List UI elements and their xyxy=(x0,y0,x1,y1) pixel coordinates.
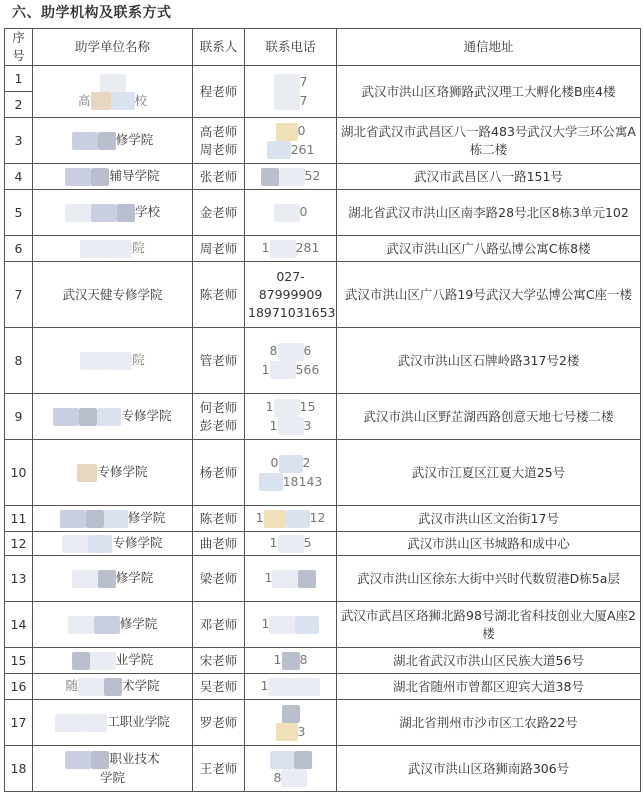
table-row xyxy=(5,262,641,328)
cell-num: 2 xyxy=(5,92,33,118)
cell-num: 7 xyxy=(5,262,33,328)
cell-address: 武汉市江夏区江夏大道25号 xyxy=(337,440,641,506)
redaction-block xyxy=(106,352,132,370)
phone-fragment: 3 xyxy=(297,723,306,739)
cell-address: 湖北省武汉市洪山区南李路28号北区8栋3单元102 xyxy=(337,190,641,236)
redaction-block xyxy=(98,132,116,150)
redaction-block xyxy=(98,570,116,588)
cell-unit xyxy=(33,190,193,236)
table-row xyxy=(5,532,641,556)
redaction-block xyxy=(72,570,98,588)
cell-contact: 曲老师 xyxy=(193,532,245,556)
cell-contact: 陈老师 xyxy=(193,506,245,532)
cell-unit xyxy=(33,506,193,532)
cell-address: 武汉市洪山区珞狮路武汉理工大孵化楼B座4楼 xyxy=(337,66,641,118)
cell-num: 16 xyxy=(5,674,33,700)
redaction-block xyxy=(278,417,304,435)
cell-contact: 吴老师 xyxy=(193,674,245,700)
redaction-block xyxy=(264,510,286,528)
redaction-block xyxy=(90,652,116,670)
cell-num: 8 xyxy=(5,328,33,394)
cell-contact xyxy=(193,394,245,440)
table-row xyxy=(5,236,641,262)
cell-phone xyxy=(245,746,337,792)
redaction-block xyxy=(270,751,294,769)
cell-unit xyxy=(33,236,193,262)
cell-unit xyxy=(33,164,193,190)
phone-fragment: 2 xyxy=(302,455,311,470)
unit-fragment: 院 xyxy=(132,240,145,256)
phone-fragment: 1 xyxy=(265,399,274,414)
cell-unit xyxy=(33,556,193,602)
redaction-block xyxy=(77,464,97,482)
cell-contact: 邓老师 xyxy=(193,602,245,648)
phone-fragment: 1 xyxy=(261,240,270,256)
phone-fragment: 1 xyxy=(264,570,273,586)
cell-num: 17 xyxy=(5,700,33,746)
cell-phone xyxy=(245,66,337,118)
cell-unit xyxy=(33,746,193,792)
unit-fragment: 专修学院 xyxy=(97,464,148,480)
unit-fragment: 修学院 xyxy=(127,510,166,526)
contact-a: 高老师 xyxy=(199,123,238,139)
table-header-row xyxy=(5,29,641,66)
cell-phone xyxy=(245,648,337,674)
cell-unit xyxy=(33,532,193,556)
cell-num: 3 xyxy=(5,118,33,164)
contact-b: 周老师 xyxy=(199,141,238,157)
redaction-block xyxy=(80,240,106,258)
cell-unit xyxy=(33,118,193,164)
unit-fragment: 工职业学院 xyxy=(107,714,170,730)
redaction-block xyxy=(281,769,307,787)
cell-contact: 金老师 xyxy=(193,190,245,236)
redaction-block xyxy=(65,751,91,769)
phone-fragment: 1 xyxy=(273,652,282,668)
cell-address: 武汉市洪山区文治街17号 xyxy=(337,506,641,532)
redaction-block xyxy=(91,168,109,186)
redaction-block xyxy=(97,408,121,426)
unit-fragment: 学院 xyxy=(99,769,125,785)
redaction-block xyxy=(274,399,300,417)
cell-num: 10 xyxy=(5,440,33,506)
table-row xyxy=(5,602,641,648)
cell-phone xyxy=(245,700,337,746)
cell-address: 湖北省武汉市武昌区八一路483号武汉大学三环公寓A栋二楼 xyxy=(337,118,641,164)
phone-fragment: 1 xyxy=(269,535,278,551)
redaction-block xyxy=(298,570,316,588)
cell-unit xyxy=(33,66,193,118)
redaction-block xyxy=(286,510,310,528)
redaction-block xyxy=(278,535,304,553)
redaction-block xyxy=(78,678,104,696)
unit-fragment: 高 xyxy=(77,92,91,108)
phone-fragment: 1 xyxy=(261,361,270,377)
phone-fragment: 7 xyxy=(299,74,308,89)
table-row xyxy=(5,394,641,440)
redaction-block xyxy=(270,361,296,379)
phone-line: 87999909 xyxy=(258,286,323,302)
cell-unit xyxy=(33,440,193,506)
redaction-block xyxy=(88,535,112,553)
phone-line: 18971031653 xyxy=(248,304,336,320)
redaction-block xyxy=(294,678,320,696)
cell-address: 湖北省随州市曾都区迎宾大道38号 xyxy=(337,674,641,700)
phone-fragment: 0 xyxy=(270,455,279,470)
unit-fragment: 校 xyxy=(134,92,148,108)
redaction-block xyxy=(111,92,135,110)
redaction-block xyxy=(79,408,97,426)
phone-fragment: 18143 xyxy=(282,473,323,489)
cell-contact: 程老师 xyxy=(193,66,245,118)
redaction-block xyxy=(60,510,86,528)
header-phone: 联系电话 xyxy=(245,29,337,66)
table-row xyxy=(5,556,641,602)
redaction-block xyxy=(270,240,296,258)
unit-fragment: 术学院 xyxy=(122,678,160,694)
cell-address: 湖北省武汉市洪山区民族大道56号 xyxy=(337,648,641,674)
redaction-block xyxy=(68,616,94,634)
cell-address: 武汉市洪山区徐东大街中兴时代数贸港D栋5a层 xyxy=(337,556,641,602)
table-row xyxy=(5,674,641,700)
cell-address: 武汉市洪山区广八路19号武汉大学弘博公寓C座一楼 xyxy=(337,262,641,328)
redaction-block xyxy=(267,141,291,159)
cell-num: 6 xyxy=(5,236,33,262)
phone-fragment: 1 xyxy=(260,678,269,694)
table-row xyxy=(5,648,641,674)
phone-fragment: 8 xyxy=(273,769,282,785)
redaction-block xyxy=(294,751,312,769)
redaction-block xyxy=(104,510,128,528)
cell-num: 1 xyxy=(5,66,33,92)
redaction-block xyxy=(91,204,117,222)
phone-fragment: 0 xyxy=(299,204,308,220)
redaction-block xyxy=(86,510,104,528)
redaction-block xyxy=(272,570,298,588)
redaction-block xyxy=(80,352,106,370)
unit-fragment: 修学院 xyxy=(119,616,158,632)
unit-fragment: 辅导学院 xyxy=(109,168,160,184)
redaction-block xyxy=(106,240,132,258)
cell-address: 武汉市洪山区珞狮南路306号 xyxy=(337,746,641,792)
redaction-block xyxy=(104,678,122,696)
redaction-block xyxy=(55,714,81,732)
cell-phone xyxy=(245,190,337,236)
section-title: 六、助学机构及联系方式 xyxy=(12,5,172,21)
table-row xyxy=(5,190,641,236)
cell-unit xyxy=(33,328,193,394)
unit-fragment: 修学院 xyxy=(115,570,154,586)
redaction-block xyxy=(276,723,298,741)
cell-num: 4 xyxy=(5,164,33,190)
table-row xyxy=(5,440,641,506)
cell-unit xyxy=(33,394,193,440)
redaction-block xyxy=(91,92,111,110)
redaction-block xyxy=(65,168,91,186)
unit-fragment: 专修学院 xyxy=(112,535,163,551)
cell-contact: 陈老师 xyxy=(193,262,245,328)
cell-contact: 梁老师 xyxy=(193,556,245,602)
cell-phone xyxy=(245,118,337,164)
cell-phone xyxy=(245,506,337,532)
cell-num: 11 xyxy=(5,506,33,532)
phone-fragment: 52 xyxy=(304,168,321,184)
cell-num: 5 xyxy=(5,190,33,236)
cell-phone xyxy=(245,532,337,556)
cell-phone xyxy=(245,328,337,394)
redaction-block xyxy=(261,168,279,186)
redaction-block xyxy=(72,132,98,150)
table-row xyxy=(5,328,641,394)
redaction-block xyxy=(274,204,300,222)
cell-contact: 宋老师 xyxy=(193,648,245,674)
cell-num: 15 xyxy=(5,648,33,674)
phone-fragment: 1 xyxy=(261,616,270,632)
cell-phone xyxy=(245,440,337,506)
redaction-block xyxy=(295,616,319,634)
table-row xyxy=(5,164,641,190)
redaction-block xyxy=(53,408,79,426)
redaction-block xyxy=(282,652,300,670)
redaction-block xyxy=(268,678,294,696)
cell-unit xyxy=(33,674,193,700)
phone-fragment: 6 xyxy=(303,343,312,358)
cell-address: 湖北省荆州市沙市区工农路22号 xyxy=(337,700,641,746)
redaction-block xyxy=(91,751,109,769)
table-row xyxy=(5,700,641,746)
cell-address: 武汉市武昌区珞狮北路98号湖北省科技创业大厦A座2楼 xyxy=(337,602,641,648)
cell-unit xyxy=(33,602,193,648)
cell-address: 武汉市洪山区野芷湖西路创意天地七号楼二楼 xyxy=(337,394,641,440)
redaction-block xyxy=(72,652,90,670)
phone-fragment: 0 xyxy=(297,123,306,138)
phone-fragment: 7 xyxy=(299,92,308,108)
unit-fragment: 学校 xyxy=(134,204,160,220)
redaction-block xyxy=(276,123,298,141)
cell-contact: 张老师 xyxy=(193,164,245,190)
phone-fragment: 5 xyxy=(303,535,312,551)
contacts-table xyxy=(4,28,641,792)
redaction-block xyxy=(279,455,303,473)
cell-num: 14 xyxy=(5,602,33,648)
redaction-block xyxy=(278,343,304,361)
cell-phone xyxy=(245,556,337,602)
redaction-block xyxy=(62,535,88,553)
cell-num: 13 xyxy=(5,556,33,602)
cell-num: 18 xyxy=(5,746,33,792)
phone-fragment: 566 xyxy=(295,361,320,377)
redaction-block xyxy=(274,92,300,110)
cell-contact xyxy=(193,118,245,164)
phone-fragment: 281 xyxy=(295,240,320,256)
cell-unit xyxy=(33,648,193,674)
table-row xyxy=(5,66,641,92)
redaction-block xyxy=(282,705,300,723)
unit-fragment: 专修学院 xyxy=(121,408,172,424)
phone-fragment: 8 xyxy=(299,652,308,668)
redaction-block xyxy=(100,74,126,92)
cell-phone xyxy=(245,674,337,700)
cell-phone xyxy=(245,394,337,440)
redaction-block xyxy=(94,616,120,634)
cell-contact: 管老师 xyxy=(193,328,245,394)
unit-fragment: 院 xyxy=(132,352,145,368)
phone-fragment: 1 xyxy=(269,417,278,433)
unit-fragment: 业学院 xyxy=(115,652,154,668)
redaction-block xyxy=(65,204,91,222)
table-row xyxy=(5,118,641,164)
redaction-block xyxy=(117,204,135,222)
redaction-block xyxy=(279,168,305,186)
phone-fragment: 12 xyxy=(309,510,326,526)
cell-address: 武汉市洪山区石牌岭路317号2楼 xyxy=(337,328,641,394)
phone-fragment: 15 xyxy=(299,399,316,414)
cell-address: 武汉市洪山区广八路弘博公寓C栋8楼 xyxy=(337,236,641,262)
redaction-block xyxy=(274,74,300,92)
cell-num: 9 xyxy=(5,394,33,440)
cell-phone xyxy=(245,164,337,190)
cell-phone xyxy=(245,262,337,328)
cell-address: 武汉市武昌区八一路151号 xyxy=(337,164,641,190)
header-unit: 助学单位名称 xyxy=(33,29,193,66)
cell-contact: 杨老师 xyxy=(193,440,245,506)
table-row xyxy=(5,746,641,792)
table-row xyxy=(5,506,641,532)
cell-num: 12 xyxy=(5,532,33,556)
unit-fragment: 修学院 xyxy=(115,132,154,148)
phone-line: 027- xyxy=(276,268,305,284)
phone-fragment: 8 xyxy=(269,343,278,358)
cell-unit: 武汉天健专修学院 xyxy=(33,262,193,328)
header-address: 通信地址 xyxy=(337,29,641,66)
unit-fragment: 随 xyxy=(65,678,78,694)
cell-unit xyxy=(33,700,193,746)
cell-contact: 王老师 xyxy=(193,746,245,792)
header-contact: 联系人 xyxy=(193,29,245,66)
contact-b: 彭老师 xyxy=(199,417,238,433)
cell-contact: 周老师 xyxy=(193,236,245,262)
redaction-block xyxy=(269,616,295,634)
cell-phone xyxy=(245,602,337,648)
phone-fragment: 3 xyxy=(303,417,312,433)
cell-contact: 罗老师 xyxy=(193,700,245,746)
header-num: 序号 xyxy=(5,29,33,66)
redaction-block xyxy=(259,473,283,491)
redaction-block xyxy=(81,714,107,732)
phone-fragment: 1 xyxy=(255,510,264,526)
phone-fragment: 261 xyxy=(290,141,315,157)
cell-address: 武汉市洪山区书城路和成中心 xyxy=(337,532,641,556)
contact-a: 何老师 xyxy=(199,399,238,415)
cell-phone xyxy=(245,236,337,262)
unit-fragment: 职业技术 xyxy=(109,751,160,767)
